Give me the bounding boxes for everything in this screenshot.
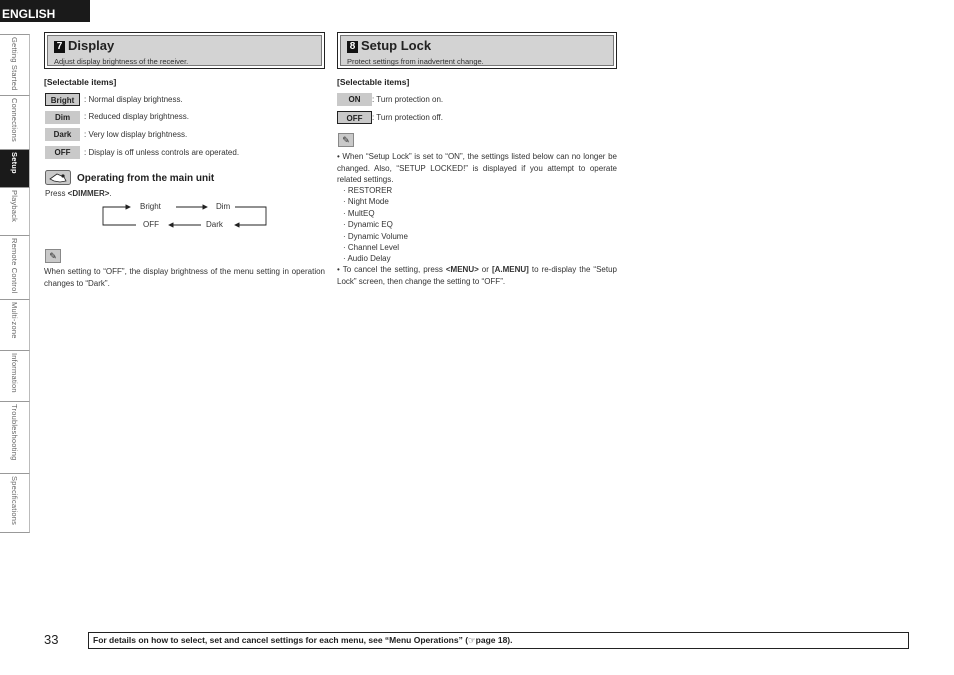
locked-setting-item: · Channel Level [343, 243, 400, 253]
setup-lock-section-header [337, 32, 617, 69]
flow-dim: Dim [216, 202, 231, 211]
display-item-desc: : Reduced display brightness. [84, 112, 189, 121]
locked-setting-item: · Dynamic EQ [343, 220, 393, 230]
locked-setting-item: · Audio Delay [343, 254, 391, 264]
display-item-desc: : Display is off unless controls are operated. [84, 148, 240, 157]
display-item-key: Bright [45, 93, 80, 106]
menu-key: <MENU> [445, 265, 479, 274]
side-nav-item-specifications[interactable]: Specifications [0, 473, 30, 533]
display-item-desc: : Very low display brightness. [84, 130, 188, 139]
locked-setting-item: · Night Mode [343, 197, 389, 207]
dimmer-key: <DIMMER> [67, 189, 110, 198]
display-item-key: OFF [45, 146, 80, 159]
operating-title: Operating from the main unit [77, 173, 215, 184]
setup-lock-note-2: • To cancel the setting, press <MENU> or [A.MENU] to re-display the “Setup Lock” screen, then change the setting to “OFF”. [337, 265, 617, 286]
display-item-desc: : Normal display brightness. [84, 95, 183, 104]
setup-lock-section-title: Setup Lock [361, 38, 432, 53]
display-note-text: When setting to “OFF”, the display brightness of the menu setting in operation changes to “Dark”. [44, 267, 325, 288]
setup-lock-item-desc: : Turn protection off. [372, 113, 444, 122]
footer-note: For details on how to select, set and cancel settings for each menu, see “Menu Operations” (☞page 18). [88, 632, 909, 649]
pencil-note-icon: ✎ [45, 249, 61, 263]
flow-bright: Bright [140, 202, 161, 211]
locked-setting-item: · MultEQ [343, 208, 375, 218]
side-nav-item-getting-started[interactable]: Getting Started [0, 34, 30, 95]
a-menu-key: [A.MENU] [491, 265, 529, 274]
display-section-header [44, 32, 325, 69]
flow-dark: Dark [206, 220, 223, 229]
setup-lock-note-1: • When “Setup Lock” is set to “ON”, the settings listed below can no longer be changed. Also, “SETUP LOCKED!” is displayed if you attempt to operate related settings. [337, 152, 617, 184]
side-nav-item-multi-zone[interactable]: Multi-zone [0, 299, 30, 350]
side-nav [0, 34, 30, 533]
page-reference-icon: ☞ [468, 635, 476, 645]
press-instruction: Press <DIMMER>. [45, 189, 112, 198]
display-section-number: 7 [54, 41, 65, 53]
display-selectable-label: [Selectable items] [44, 77, 117, 87]
setup-lock-item-desc: : Turn protection on. [372, 95, 444, 104]
display-section-subtitle: Adjust display brightness of the receiver. [54, 57, 189, 66]
display-section-title: Display [68, 38, 115, 53]
display-item-key: Dim [45, 111, 80, 124]
flow-off: OFF [143, 220, 159, 229]
setup-lock-item-key: OFF [337, 111, 372, 124]
setup-lock-section-number: 8 [347, 41, 358, 53]
brightness-cycle-diagram [100, 200, 270, 232]
side-nav-item-setup[interactable]: Setup [0, 149, 30, 187]
display-item-key: Dark [45, 128, 80, 141]
locked-setting-item: · Dynamic Volume [343, 231, 408, 241]
setup-lock-selectable-label: [Selectable items] [337, 77, 410, 87]
side-nav-item-troubleshooting[interactable]: Troubleshooting [0, 401, 30, 473]
language-tab: ENGLISH [0, 0, 90, 22]
locked-settings-list [343, 185, 408, 265]
side-nav-item-connections[interactable]: Connections [0, 95, 30, 149]
setup-lock-section-subtitle: Protect settings from inadvertent change. [347, 57, 484, 66]
setup-lock-item-key: ON [337, 93, 372, 106]
remote-hand-icon [45, 170, 71, 185]
pencil-note-icon: ✎ [338, 133, 354, 147]
side-nav-item-remote-control[interactable]: Remote Control [0, 235, 30, 299]
locked-setting-item: · RESTORER [343, 186, 393, 195]
side-nav-item-playback[interactable]: Playback [0, 187, 30, 235]
page-number: 33 [44, 632, 59, 647]
side-nav-item-information[interactable]: Information [0, 350, 30, 401]
